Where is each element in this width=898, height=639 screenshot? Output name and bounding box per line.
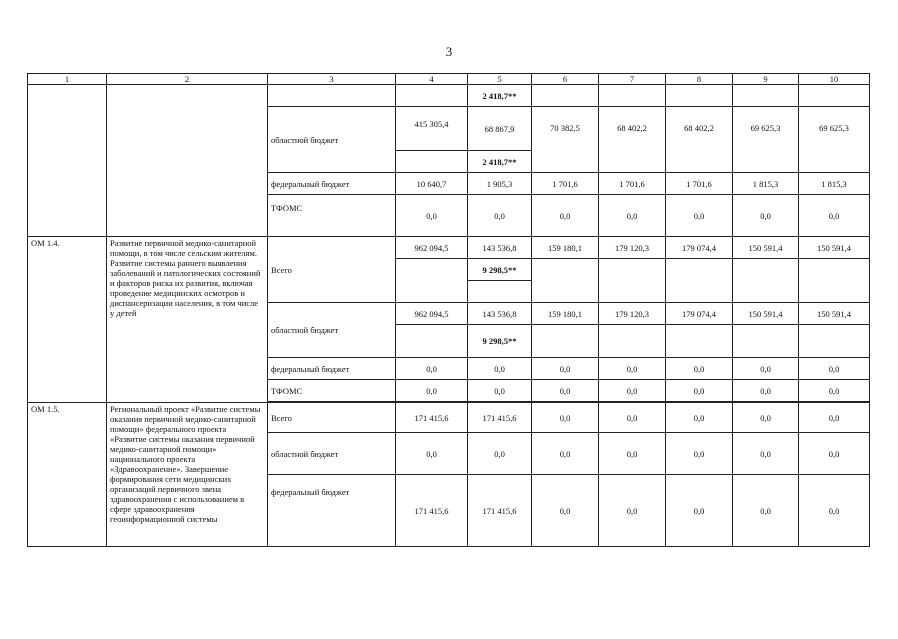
- header-cell: 3: [268, 74, 396, 85]
- value-cell: 9 298,5**: [468, 325, 532, 358]
- value-cell: [666, 325, 733, 358]
- label-cell: федеральный бюджет: [268, 475, 396, 547]
- value-cell: 0,0: [666, 403, 733, 433]
- value-cell: 0,0: [468, 195, 532, 237]
- value-cell: 0,0: [468, 380, 532, 402]
- value-cell: 0,0: [666, 475, 733, 547]
- header-cell: 1: [28, 74, 107, 85]
- name-cell: [107, 85, 268, 237]
- header-row: [28, 74, 870, 85]
- value-cell: 0,0: [733, 358, 799, 380]
- header-cell: 5: [468, 74, 532, 85]
- value-cell: [599, 325, 666, 358]
- label-cell: областной бюджет: [268, 433, 396, 475]
- value-cell: 68 402,2: [599, 107, 666, 173]
- value-cell: 0,0: [599, 380, 666, 402]
- value-cell: 0,0: [799, 475, 870, 547]
- value-cell: 0,0: [666, 433, 733, 475]
- value-cell: 179 074,4: [666, 303, 733, 325]
- value-cell: 1 701,6: [666, 173, 733, 195]
- value-cell: 171 415,6: [396, 403, 468, 433]
- value-cell: 962 094,5: [396, 303, 468, 325]
- value-cell: [532, 325, 599, 358]
- value-cell: [396, 325, 468, 358]
- value-cell: [733, 85, 799, 107]
- value-cell: 962 094,5: [396, 237, 468, 259]
- value-cell: 1 815,3: [733, 173, 799, 195]
- value-cell: [666, 259, 733, 303]
- value-cell: [666, 85, 733, 107]
- value-cell: [799, 325, 870, 358]
- header-cell: 4: [396, 74, 468, 85]
- value-cell: 0,0: [666, 358, 733, 380]
- header-cell: 6: [532, 74, 599, 85]
- value-cell: 171 415,6: [396, 475, 468, 547]
- value-cell: 150 591,4: [733, 237, 799, 259]
- value-cell: 0,0: [532, 380, 599, 402]
- value-cell: 0,0: [733, 433, 799, 475]
- value-cell: 0,0: [468, 433, 532, 475]
- value-cell: 10 640,7: [396, 173, 468, 195]
- value-cell: 150 591,4: [799, 237, 870, 259]
- table-row: [28, 403, 870, 433]
- value-cell: [396, 85, 468, 107]
- value-cell: 150 591,4: [799, 303, 870, 325]
- value-cell: 0,0: [396, 358, 468, 380]
- label-cell: [268, 85, 396, 107]
- value-cell: 0,0: [532, 433, 599, 475]
- value-cell: [532, 259, 599, 303]
- code-cell: ОМ 1.4.: [28, 237, 107, 403]
- label-cell: ТФОМС: [268, 380, 396, 402]
- value-cell: 68 867,9: [468, 107, 532, 151]
- value-cell: 0,0: [799, 433, 870, 475]
- value-cell: 0,0: [599, 475, 666, 547]
- value-cell: 171 415,6: [468, 475, 532, 547]
- value-cell: 0,0: [468, 358, 532, 380]
- value-cell: 143 536,8: [468, 237, 532, 259]
- value-cell: [468, 281, 532, 303]
- table-row: [28, 85, 870, 107]
- value-cell: 150 591,4: [733, 303, 799, 325]
- code-cell: ОМ 1.5.: [28, 403, 107, 547]
- label-cell: федеральный бюджет: [268, 173, 396, 195]
- value-cell: 1 905,3: [468, 173, 532, 195]
- value-cell: 0,0: [396, 433, 468, 475]
- value-cell: 179 074,4: [666, 237, 733, 259]
- header-cell: 2: [107, 74, 268, 85]
- value-cell: 0,0: [599, 433, 666, 475]
- value-cell: [799, 85, 870, 107]
- value-cell: 0,0: [599, 195, 666, 237]
- value-cell: 9 298,5**: [468, 259, 532, 281]
- table-row: [28, 237, 870, 259]
- page-number: 3: [445, 44, 453, 59]
- name-cell: Региональный проект «Развитие системы оказания первичной медико-санитарной помощи» федерального проекта «Развитие системы оказания первичной медико-санитарной помощи» национального проекта «Здравоохранение». Завершение формирования сети медицинских организаций первичного звена здравоохранения с использованием в сфере здравоохранения геоинформационной системы: [107, 403, 268, 547]
- value-cell: 70 382,5: [532, 107, 599, 173]
- label-cell: федеральный бюджет: [268, 358, 396, 380]
- value-cell: 0,0: [799, 403, 870, 433]
- value-cell: 0,0: [599, 403, 666, 433]
- value-cell: 0,0: [799, 380, 870, 402]
- value-cell: 0,0: [733, 380, 799, 402]
- code-cell: [28, 85, 107, 237]
- value-cell: [599, 259, 666, 303]
- value-cell: 0,0: [666, 380, 733, 402]
- header-cell: 10: [799, 74, 870, 85]
- label-cell: ТФОМС: [268, 195, 396, 237]
- value-cell: 171 415,6: [468, 403, 532, 433]
- value-cell: 159 180,1: [532, 237, 599, 259]
- value-cell: 0,0: [599, 358, 666, 380]
- value-cell: 0,0: [396, 195, 468, 237]
- value-cell: 0,0: [733, 195, 799, 237]
- value-cell: [532, 85, 599, 107]
- label-cell: Всего: [268, 237, 396, 303]
- value-cell: 179 120,3: [599, 303, 666, 325]
- value-cell: 69 625,3: [799, 107, 870, 173]
- value-cell: 0,0: [532, 195, 599, 237]
- value-cell: 179 120,3: [599, 237, 666, 259]
- value-cell: 415 305,4: [396, 107, 468, 151]
- value-cell: 0,0: [396, 380, 468, 402]
- value-cell: 1 701,6: [599, 173, 666, 195]
- value-cell: 2 418,7**: [468, 151, 532, 173]
- name-cell: Развитие первичной медико-санитарной помощи, в том числе сельским жителям. Развитие системы раннего выявления заболеваний и патологических состояний и факторов риска их развития, включая проведение медицинских осмотров и диспансеризации населения, в том числе у детей: [107, 237, 268, 403]
- value-cell: 0,0: [532, 475, 599, 547]
- value-cell: 0,0: [799, 358, 870, 380]
- value-cell: [733, 325, 799, 358]
- value-cell: 0,0: [733, 475, 799, 547]
- header-cell: 9: [733, 74, 799, 85]
- value-cell: 1 815,3: [799, 173, 870, 195]
- value-cell: 0,0: [532, 403, 599, 433]
- value-cell: 1 701,6: [532, 173, 599, 195]
- value-cell: 2 418,7**: [468, 85, 532, 107]
- value-cell: 143 536,8: [468, 303, 532, 325]
- value-cell: [396, 151, 468, 173]
- value-cell: [599, 85, 666, 107]
- value-cell: 0,0: [733, 403, 799, 433]
- value-cell: 159 180,1: [532, 303, 599, 325]
- value-cell: 69 625,3: [733, 107, 799, 173]
- value-cell: [799, 259, 870, 303]
- value-cell: [733, 259, 799, 303]
- value-cell: 0,0: [799, 195, 870, 237]
- label-cell: Всего: [268, 403, 396, 433]
- value-cell: [396, 259, 468, 303]
- value-cell: 0,0: [532, 358, 599, 380]
- header-cell: 7: [599, 74, 666, 85]
- label-cell: областной бюджет: [268, 303, 396, 358]
- header-cell: 8: [666, 74, 733, 85]
- value-cell: 0,0: [666, 195, 733, 237]
- budget-table: [27, 73, 870, 547]
- value-cell: 68 402,2: [666, 107, 733, 173]
- label-cell: областной бюджет: [268, 107, 396, 173]
